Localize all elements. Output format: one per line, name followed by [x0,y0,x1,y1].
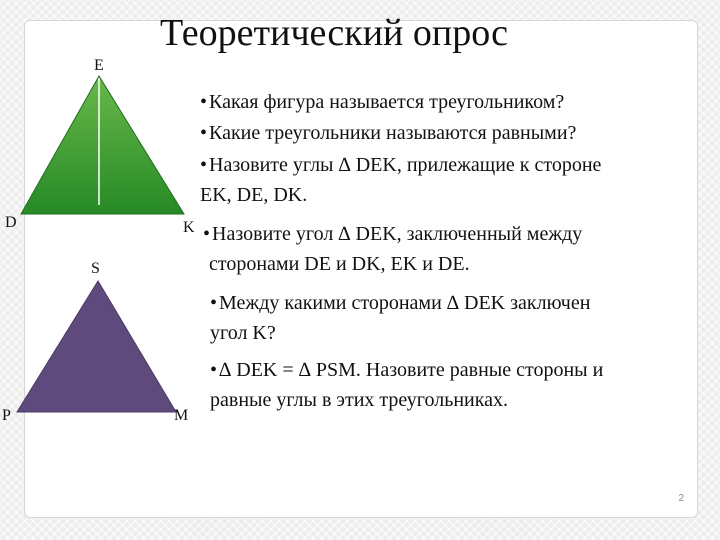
question-item [203,219,582,279]
question-item [210,355,603,415]
vertex-label-d: D [5,214,17,231]
question-text: ∆ DEK = ∆ PSM. Назовите равные стороны и [219,359,604,381]
bullet-icon: • [200,91,208,113]
bullet-icon: • [210,292,218,314]
vertex-label-k: K [183,219,195,236]
question-text-cont: EK, DE, DK. [200,184,308,206]
question-item [200,150,601,210]
triangle-dek [21,76,184,214]
vertex-label-m: M [174,407,189,424]
question-text-cont: сторонами DE и DK, EK и DE. [209,253,470,275]
question-item [200,118,576,148]
question-item [200,87,564,117]
question-text: Какие треугольники называются равными? [209,122,577,144]
question-text-cont: угол K? [210,322,276,344]
slide-title: Теоретический опрос [160,12,509,54]
triangle-psm [17,281,176,412]
bullet-icon: • [200,122,208,144]
vertex-label-e: E [94,57,104,74]
question-text: Назовите углы ∆ DEK, прилежащие к стороне [209,154,602,176]
bullet-icon: • [200,154,208,176]
vertex-label-p: P [2,407,11,424]
bullet-icon: • [203,223,211,245]
question-text-cont: равные углы в этих треугольниках. [210,389,509,411]
bullet-icon: • [210,359,218,381]
question-text: Между какими сторонами ∆ DEK заключен [219,292,591,314]
question-text: Назовите угол ∆ DEK, заключенный между [212,223,583,245]
vertex-label-s: S [91,260,100,277]
question-item [210,288,590,348]
page-number: 2 [678,493,684,504]
question-text: Какая фигура называется треугольником? [209,91,565,113]
